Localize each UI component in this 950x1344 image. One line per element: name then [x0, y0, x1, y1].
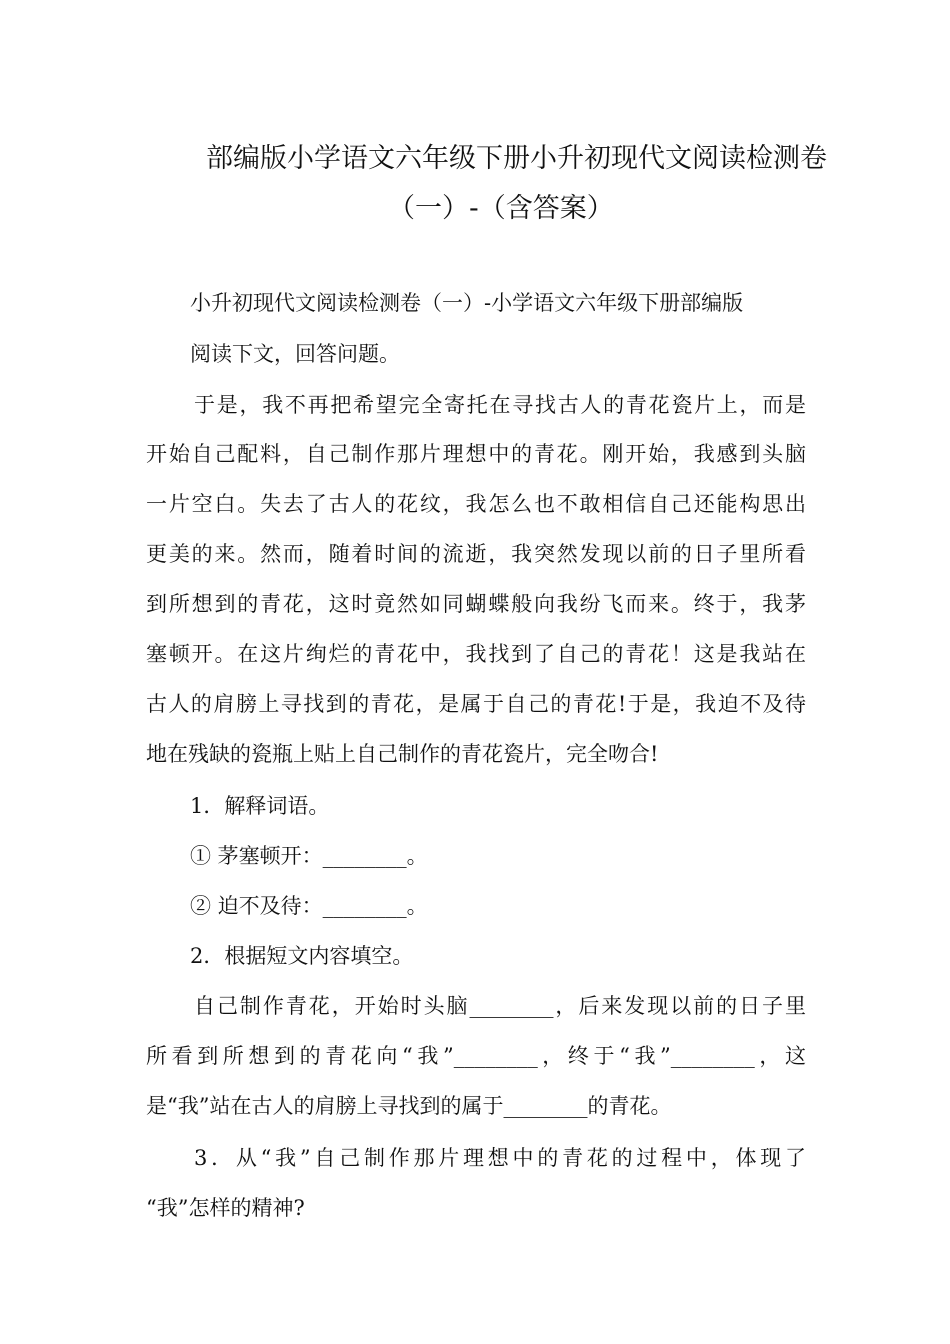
reading-instruction: 阅读下文，回答问题。: [190, 342, 400, 366]
passage-line: 开始自己配料，自己制作那片理想中的青花。刚开始，我感到头脑: [146, 442, 806, 466]
passage-line: 塞顿开。在这片绚烂的青花中，我找到了自己的青花！这是我站在: [146, 642, 806, 666]
question-2-text-line: 所看到所想到的青花向“我”________，终于“我”________，这: [146, 1044, 806, 1068]
question-2-text-line: 自己制作青花，开始时头脑________，后来发现以前的日子里: [194, 994, 806, 1018]
question-1-item-b: ② 迫不及待：________。: [190, 894, 428, 918]
passage-line: 更美的来。然而，随着时间的流逝，我突然发现以前的日子里所看: [146, 542, 806, 566]
question-1-item-a: ① 茅塞顿开：________。: [190, 844, 428, 868]
document-title-line-1: 部编版小学语文六年级下册小升初现代文阅读检测卷: [206, 143, 827, 174]
question-2: 2．根据短文内容填空。: [190, 944, 414, 968]
passage-line: 地在残缺的瓷瓶上贴上自己制作的青花瓷片，完全吻合!: [146, 742, 659, 766]
document-title-line-2: （一）-（含答案）: [388, 193, 614, 224]
section-subtitle: 小升初现代文阅读检测卷（一）-小学语文六年级下册部编版: [190, 291, 744, 315]
question-3-line: 3．从“我”自己制作那片理想中的青花的过程中，体现了: [194, 1146, 806, 1170]
passage-line: 一片空白。失去了古人的花纹，我怎么也不敢相信自己还能构思出: [146, 492, 806, 516]
passage-line: 到所想到的青花，这时竟然如同蝴蝶般向我纷飞而来。终于，我茅: [146, 592, 806, 616]
passage-line: 于是，我不再把希望完全寄托在寻找古人的青花瓷片上，而是: [194, 393, 806, 417]
question-2-text-line: 是“我”站在古人的肩膀上寻找到的属于________的青花。: [146, 1094, 672, 1118]
question-3-line: “我”怎样的精神?: [146, 1196, 305, 1220]
passage-line: 古人的肩膀上寻找到的青花，是属于自己的青花!于是，我迫不及待: [146, 692, 806, 716]
question-1: 1．解释词语。: [190, 794, 330, 818]
